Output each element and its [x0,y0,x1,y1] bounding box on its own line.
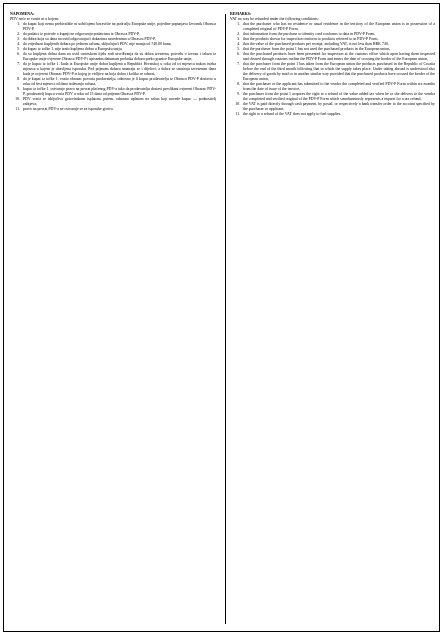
condition-number: 3. [237,37,240,41]
condition-number: 11. [15,107,20,111]
condition-item [230,62,435,82]
left-subheading: PDV neće se vratiti ni u kojem: [10,17,59,21]
condition-text: da je kupac iz točke 1. kada iz Europske unije dobra kupljena u Republici Hrvatskoj u roku od tri mjeseca nakon isteka mjeseca u kojem je obavljena isporuka. Pod pojmom dobara smatraju se i dijelovi, a dobra se smatraju izvezenim dana kada je ovjereni Obrazac PDV-P iz kojeg je vidljivo na koja dobra i koliko se odnosi, [23,62,216,76]
right-subheading: VAT no way be refunded under the following conditions: [230,17,319,21]
condition-item [10,22,216,32]
right-heading: REMARKS: [230,12,252,16]
condition-item [230,112,435,117]
condition-text: that information from the purchase or identity card conforms to data in PDV-P Form, [243,32,376,36]
condition-number: 6. [237,52,240,56]
condition-text: kupac iz točke 1. ostvaruje pravo na povrat plaćenog PDV-a tako da prodavatelju dostavi preslikani ovjereni Obrazac PDV-P, prodavatelj kupcu vraća PDV u roku od 15 dana od prijema Obrasca PDV-P, [23,87,216,96]
condition-text: PDV vraća se isključivo gotovinskom isplatom, putem, odnosno uplatom na račun koji navede kupac — podnositelj zahtjeva, [23,97,216,106]
condition-item [230,22,435,32]
condition-item [10,77,216,87]
condition-number: 5. [17,47,20,51]
condition-text: that the purchaser or the applicant has submitted to the vendor the completed and verified PDV-P Form within six months from the date of issue of the invoice, [243,82,435,91]
condition-text: da su kupljena dobra dana na uvid carinskom tijelu radi utvrđivanja da su dobra izvezena, potvrdu o izvozu i izlazu iz Europske unije ovjerene Obrasca PDV-P i upisanim datumom prelaska dobara preko granice Europske unije, [23,52,216,61]
condition-number: 10. [235,102,240,106]
condition-item [230,92,435,102]
condition-number: 11. [235,112,240,116]
condition-text: the VAT is paid directly through cash payment, by postal, or respectively a bank transfer order to the account specified by the purchaser or applicant, [243,102,435,111]
document-page [3,3,440,632]
croatian-notes-column [10,12,216,112]
condition-text: da vrijednost kupljenih dobara po jednom računu, uključujući PDV, nije manja od 740,00 kuna, [23,42,172,46]
condition-item [10,107,216,112]
condition-text: da podatci iz potvrde o kupnji ne odgovaraju podatcima iz Obrasca PDV-P, [23,32,140,36]
condition-number: 7. [17,62,20,66]
condition-text: da dobra koja su dana na uvid odgovarajući dokazima navedenima u Obrascu PDV-P, [23,37,156,41]
condition-text: that the value of the purchased products per receipt, including VAT, is not less than HRK 740, [243,42,389,46]
condition-number: 1. [17,22,20,26]
left-heading: NAPOMENA: [10,12,35,16]
condition-number: 4. [237,42,240,46]
condition-number: 4. [17,42,20,46]
condition-text: da je kupac iz točke 1. vratio obrazac povrata prodavatelju, odnosno je li kupac prodavatelju iz Obrasca PDV-P dostavio u roku od šest mjeseci od dana izdavanja računa, [23,77,216,86]
condition-number: 3. [17,37,20,41]
condition-text: that the purchaser who has no residence or usual residence in the territory of the European union is in possession of a completed original of PDV-P Form, [243,22,435,31]
condition-item [230,52,435,62]
condition-item [10,87,216,97]
left-conditions-list [10,22,216,112]
condition-number: 2. [237,32,240,36]
condition-text: pravo na povrat PDV-a ne ostvaruje se za isporuke goriva. [23,107,114,111]
condition-number: 1. [237,22,240,26]
condition-text: that the purchaser from the point 1 has not used the purchased products in the European union, [243,47,391,51]
condition-text: that the purchased products have been presented for inspection at the customs office which upon having them inspected and cleared through customs outline the PDV-P Form and enters the date of crossing the border of the European union, [243,52,435,61]
condition-item [230,82,435,92]
right-conditions-list [230,22,435,117]
condition-text: that the products shown for inspection conform to products referred to in PDV-P Form, [243,37,379,41]
condition-text: the right to a refund of the VAT does not apply to fuel supplies. [243,112,342,116]
condition-text: da kupac iz točke 1. nije iznio kupljena dobra u Europsku uniju, [23,47,123,51]
condition-number: 10. [15,97,20,101]
condition-item [230,102,435,112]
condition-number: 8. [237,82,240,86]
condition-item [10,62,216,77]
english-remarks-column [230,12,435,117]
condition-text: that the purchaser from the point 1 has taken from the European union the products purchased in the Republic of Croatia before the end of the third month following that in which the supply takes place. Under taking abroad is understood also the delivery of goods by mail or in another similar way provided that the purchased products have crossed the border of the European union, [243,62,435,81]
condition-number: 5. [237,47,240,51]
condition-number: 8. [17,77,20,81]
condition-number: 9. [17,87,20,91]
condition-number: 9. [237,92,240,96]
condition-item [10,97,216,107]
condition-text: da kupac koji nema prebivalište ni uobičajeno boravište na području Europske unije, pojedine popunjava Izvornik Obrasca PDV-P, [23,22,216,31]
column-divider [225,14,226,624]
condition-item [10,52,216,62]
condition-number: 6. [17,52,20,56]
condition-number: 2. [17,32,20,36]
condition-text: the purchaser from the point 1 acquires the right to a refund of the value added tax when he or she delivers to the vendor the completed and verified original of the PDV-P Form which simultaneously represents a request for a tax refund, [243,92,435,101]
condition-number: 7. [237,62,240,66]
